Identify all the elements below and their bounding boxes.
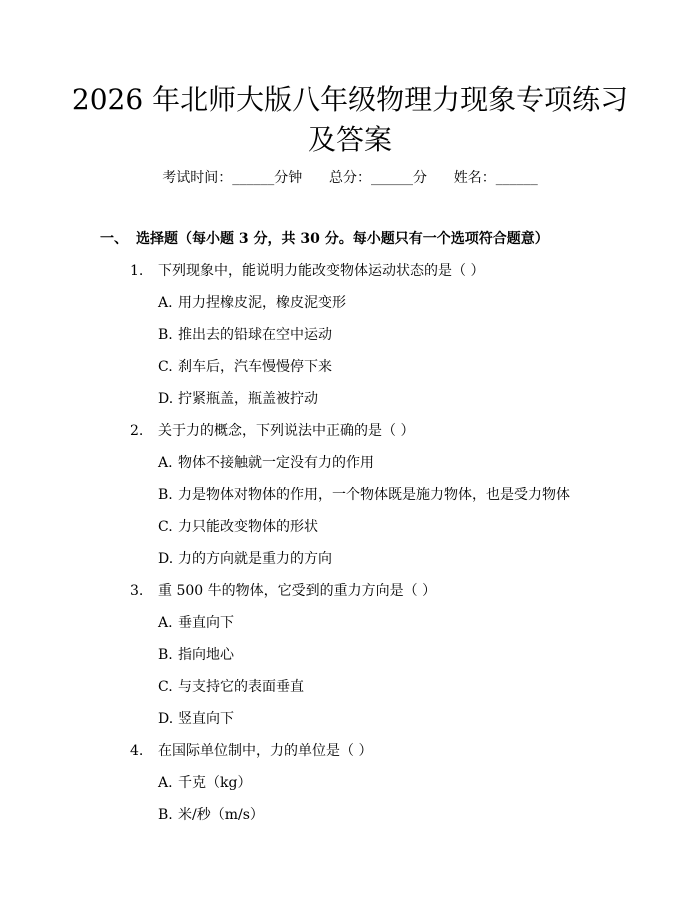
- option-text: 竖直向下: [178, 711, 234, 727]
- question-4-option-b: [158, 805, 264, 825]
- option-text: 刹车后，汽车慢慢停下来: [178, 359, 332, 375]
- question-3-option-a: [158, 613, 234, 633]
- option-text: 物体不接触就一定没有力的作用: [178, 455, 374, 471]
- option-text: 用力捏橡皮泥，橡皮泥变形: [178, 295, 346, 311]
- option-label: A.: [158, 455, 173, 471]
- option-text: 力是物体对物体的作用，一个物体既是施力物体，也是受力物体: [178, 487, 570, 503]
- option-label: A.: [158, 615, 173, 631]
- question-1-option-d: [158, 389, 318, 409]
- question-text: 重 500 牛的物体，它受到的重力方向是（ ）: [158, 583, 437, 599]
- option-text: 拧紧瓶盖，瓶盖被拧动: [178, 391, 318, 407]
- title-line-1: 2026 年北师大版八年级物理力现象专项练习: [71, 83, 629, 116]
- section-title: 选择题（每小题 3 分，共 30 分。每小题只有一个选项符合题意）: [136, 231, 549, 247]
- question-2-option-d: [158, 549, 332, 569]
- question-text: 在国际单位制中，力的单位是（ ）: [158, 743, 373, 759]
- question-3-option-d: [158, 709, 234, 729]
- question-text: 下列现象中，能说明力能改变物体运动状态的是（ ）: [158, 263, 485, 279]
- question-3: [130, 581, 436, 601]
- option-text: 千克（kg）: [178, 775, 252, 791]
- option-text: 垂直向下: [178, 615, 234, 631]
- question-number: 1.: [130, 263, 144, 279]
- option-label: B.: [158, 647, 173, 663]
- option-label: D.: [158, 551, 174, 567]
- question-number: 2.: [130, 423, 144, 439]
- option-label: B.: [158, 807, 173, 823]
- option-label: D.: [158, 391, 174, 407]
- option-text: 推出去的铅球在空中运动: [178, 327, 332, 343]
- option-text: 力只能改变物体的形状: [178, 519, 318, 535]
- option-text: 米/秒（m/s）: [178, 807, 264, 823]
- option-text: 指向地心: [178, 647, 234, 663]
- section-number: 一、: [100, 231, 128, 247]
- question-4-option-a: [158, 773, 251, 793]
- question-2-option-c: [158, 517, 318, 537]
- question-number: 4.: [130, 743, 144, 759]
- option-label: B.: [158, 327, 173, 343]
- question-number: 3.: [130, 583, 144, 599]
- option-text: 与支持它的表面垂直: [178, 679, 304, 695]
- question-2-option-b: [158, 485, 570, 505]
- question-1-option-b: [158, 325, 332, 345]
- question-3-option-c: [158, 677, 304, 697]
- option-label: A.: [158, 295, 173, 311]
- question-1-option-a: [158, 293, 346, 313]
- option-label: C.: [158, 679, 173, 695]
- option-label: C.: [158, 519, 173, 535]
- question-3-option-b: [158, 645, 234, 665]
- question-4: [130, 741, 372, 761]
- question-1: [130, 261, 484, 281]
- option-label: C.: [158, 359, 173, 375]
- exam-info-line: 考试时间：______分钟 总分：______分 姓名：______: [162, 170, 538, 186]
- question-2: [130, 421, 414, 441]
- option-label: B.: [158, 487, 173, 503]
- title-line-2: 及答案: [307, 123, 392, 156]
- section-heading: [100, 229, 549, 249]
- option-label: D.: [158, 711, 174, 727]
- question-2-option-a: [158, 453, 374, 473]
- option-text: 力的方向就是重力的方向: [178, 551, 332, 567]
- document-title: [60, 80, 640, 160]
- option-label: A.: [158, 775, 173, 791]
- question-text: 关于力的概念，下列说法中正确的是（ ）: [158, 423, 415, 439]
- question-1-option-c: [158, 357, 332, 377]
